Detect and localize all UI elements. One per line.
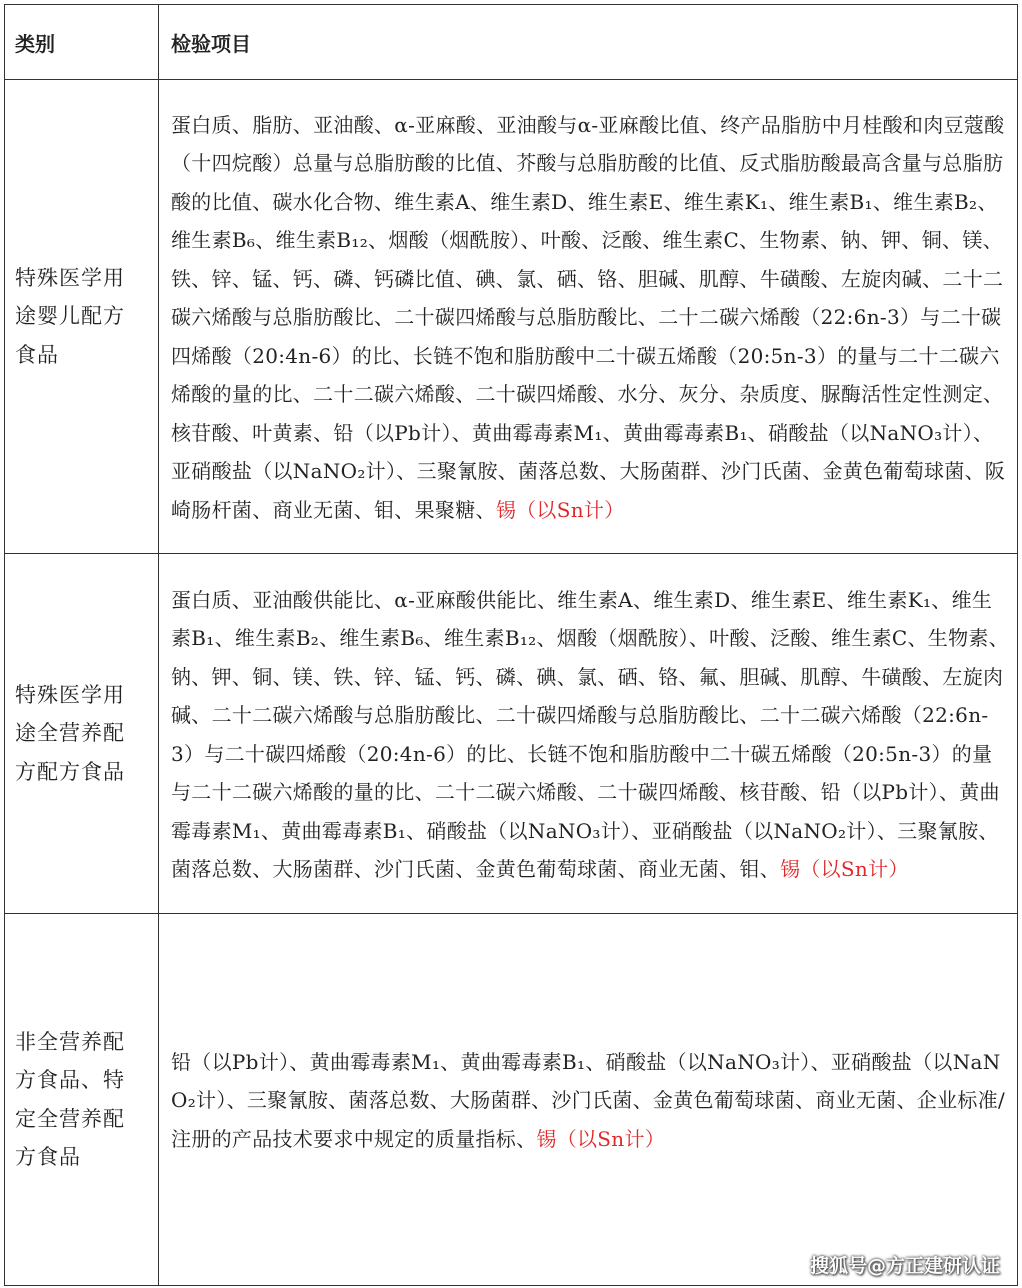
items-text: 铅（以Pb计）、黄曲霉毒素M₁、黄曲霉毒素B₁、硝酸盐（以NaNO₃计）、亚硝酸盐（以NaNO₂计）、三聚氰胺、菌落总数、大肠菌群、沙门氏菌、金黄色葡萄球菌、商业无菌、企业标准/注册的产品技术要求中规定的质量指标、: [171, 1049, 1006, 1151]
header-category: 类别: [5, 5, 159, 80]
table-row: [5, 914, 1018, 1286]
header-items: 检验项目: [159, 5, 1018, 80]
inspection-table: [4, 4, 1018, 1286]
row-items: [159, 80, 1018, 554]
highlight-text: 锡（以Sn计）: [536, 1126, 666, 1151]
row-category: 特殊医学用途婴儿配方食品: [5, 80, 159, 554]
row-items: [159, 554, 1018, 914]
row-items: [159, 914, 1018, 1286]
items-text: 蛋白质、脂肪、亚油酸、α-亚麻酸、亚油酸与α-亚麻酸比值、终产品脂肪中月桂酸和肉豆蔻酸（十四烷酸）总量与总脂肪酸的比值、芥酸与总脂肪酸的比值、反式脂肪酸最高含量与总脂肪酸的比值、碳水化合物、维生素A、维生素D、维生素E、维生素K₁、维生素B₁、维生素B₂、维生素B₆、维生素B₁₂、烟酸（烟酰胺）、叶酸、泛酸、维生素C、生物素、钠、钾、铜、镁、铁、锌、锰、钙、磷、钙磷比值、碘、氯、硒、铬、胆碱、肌醇、牛磺酸、左旋肉碱、二十二碳六烯酸与总脂肪酸比、二十碳四烯酸与总脂肪酸比、二十二碳六烯酸（22:6n-3）与二十碳四烯酸（20:4n-6）的比、长链不饱和脂肪酸中二十碳五烯酸（20:5n-3）的量与二十二碳六烯酸的量的比、二十二碳六烯酸、二十碳四烯酸、水分、灰分、杂质度、脲酶活性定性测定、核苷酸、叶黄素、铅（以Pb计）、黄曲霉毒素M₁、黄曲霉毒素B₁、硝酸盐（以NaNO₃计）、亚硝酸盐（以NaNO₂计）、三聚氰胺、菌落总数、大肠菌群、沙门氏菌、金黄色葡萄球菌、阪崎肠杆菌、商业无菌、钼、果聚糖、: [171, 112, 1006, 522]
row-category: 非全营养配方食品、特定全营养配方食品: [5, 914, 159, 1286]
table-row: [5, 554, 1018, 914]
table-header-row: [5, 5, 1018, 80]
watermark: 搜狐号@方正建研认证: [809, 1255, 1000, 1277]
table-row: [5, 80, 1018, 554]
highlight-text: 锡（以Sn计）: [780, 857, 909, 881]
highlight-text: 锡（以Sn计）: [495, 497, 625, 522]
items-text: 蛋白质、亚油酸供能比、α-亚麻酸供能比、维生素A、维生素D、维生素E、维生素K₁、维生素B₁、维生素B₂、维生素B₆、维生素B₁₂、烟酸（烟酰胺）、叶酸、泛酸、维生素C、生物素、钠、钾、铜、镁、铁、锌、锰、钙、磷、碘、氯、硒、铬、氟、胆碱、肌醇、牛磺酸、左旋肉碱、二十二碳六烯酸与总脂肪酸比、二十碳四烯酸与总脂肪酸比、二十二碳六烯酸（22:6n-3）与二十碳四烯酸（20:4n-6）的比、长链不饱和脂肪酸中二十碳五烯酸（20:5n-3）的量与二十二碳六烯酸的量的比、二十二碳六烯酸、二十碳四烯酸、核苷酸、铅（以Pb计）、黄曲霉毒素M₁、黄曲霉毒素B₁、硝酸盐（以NaNO₃计）、亚硝酸盐（以NaNO₂计）、三聚氰胺、菌落总数、大肠菌群、沙门氏菌、金黄色葡萄球菌、商业无菌、钼、: [171, 587, 1009, 881]
row-category: 特殊医学用途全营养配方配方食品: [5, 554, 159, 914]
